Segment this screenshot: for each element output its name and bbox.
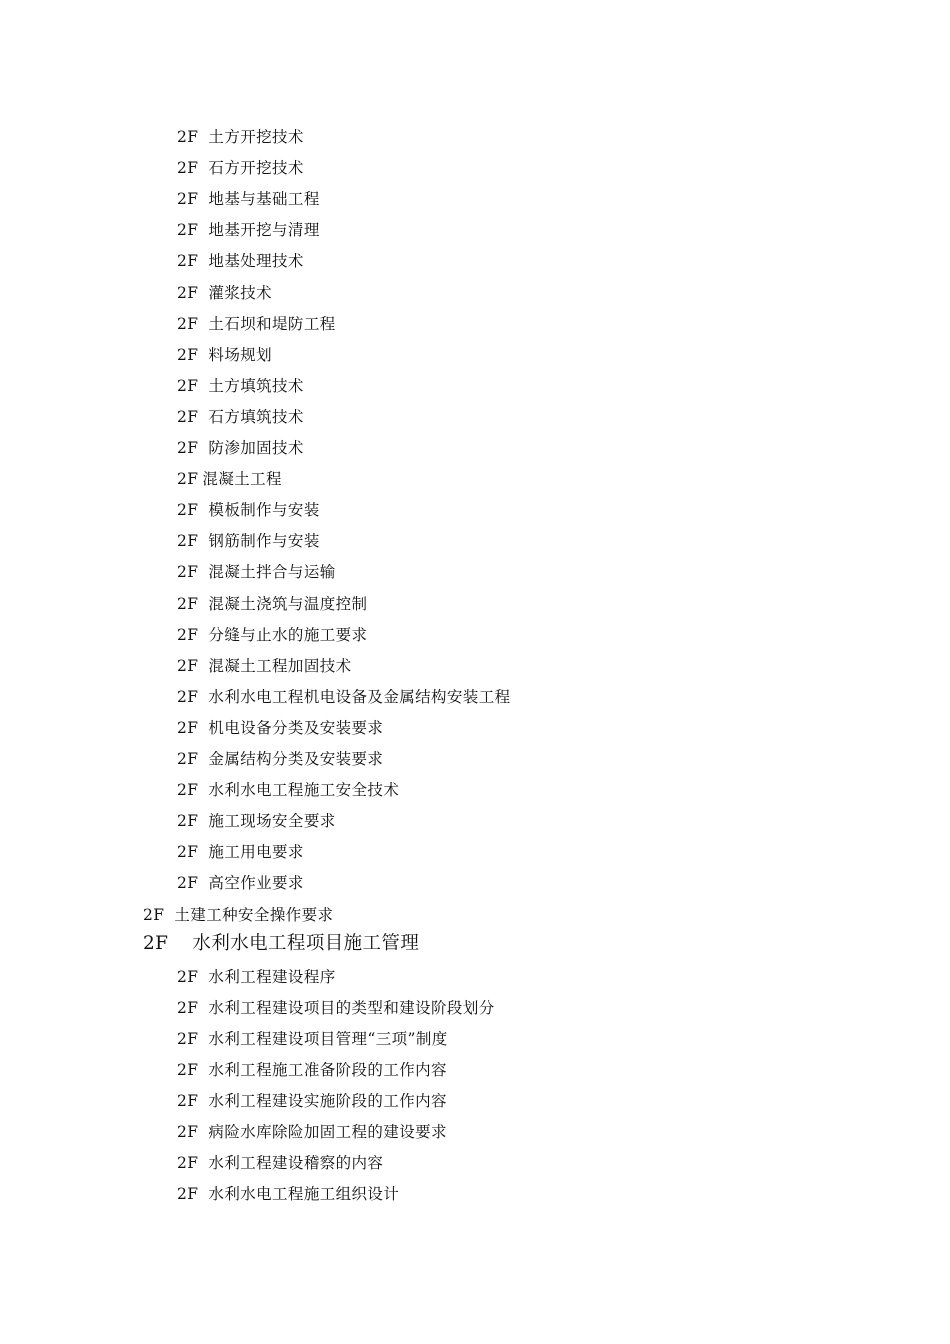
toc-entry-code: 2F xyxy=(177,750,199,768)
toc-entry xyxy=(177,189,320,209)
toc-entry xyxy=(177,127,304,147)
toc-entry xyxy=(177,656,352,676)
toc-entry xyxy=(177,718,383,738)
toc-entry-title: 水利工程建设程序 xyxy=(208,967,336,986)
toc-entry-code: 2F xyxy=(177,1092,199,1111)
toc-entry-code: 2F xyxy=(177,812,199,831)
toc-entry-code: 2F xyxy=(177,1185,199,1204)
toc-entry-title: 石方开挖技术 xyxy=(208,159,304,178)
toc-entry-title: 病险水库除险加固工程的建设要求 xyxy=(208,1123,447,1142)
toc-entry-code: 2F xyxy=(177,128,199,146)
toc-entry-title: 水利工程建设稽察的内容 xyxy=(208,1154,384,1173)
toc-entry-code: 2F xyxy=(177,1061,199,1079)
toc-entry-code: 2F xyxy=(177,407,199,426)
toc-entry-code: 2F xyxy=(177,1154,199,1173)
toc-entry-title: 料场规划 xyxy=(208,345,273,364)
toc-entry-code: 2F xyxy=(177,283,199,302)
toc-entry-title: 分缝与止水的施工要求 xyxy=(208,625,368,644)
toc-entry-title: 水利工程建设项目的类型和建设阶段划分 xyxy=(208,998,495,1017)
toc-entry-code: 2F xyxy=(177,501,199,520)
toc-entry-title: 钢筋制作与安装 xyxy=(208,532,320,551)
toc-entry-title: 土方开挖技术 xyxy=(208,128,304,146)
toc-entry-title: 水利水电工程施工组织设计 xyxy=(208,1185,400,1204)
toc-entry xyxy=(143,934,419,954)
toc-entry xyxy=(177,842,304,862)
toc-entry xyxy=(177,376,304,396)
toc-entry xyxy=(177,1060,447,1080)
toc-entry xyxy=(143,905,333,925)
toc-entry-code: 2F xyxy=(177,252,199,271)
toc-entry xyxy=(177,1122,447,1142)
toc-entry xyxy=(177,749,383,769)
toc-entry-title: 水利水电工程机电设备及金属结构安装工程 xyxy=(208,687,511,706)
toc-entry-code: 2F xyxy=(177,1123,199,1142)
toc-entry-code: 2F xyxy=(177,159,199,178)
toc-entry xyxy=(177,998,495,1018)
toc-entry-title: 模板制作与安装 xyxy=(208,501,320,520)
toc-entry-title: 混凝土浇筑与温度控制 xyxy=(208,594,368,613)
toc-entry xyxy=(177,500,320,520)
toc-entry-title: 混凝土工程加固技术 xyxy=(208,656,352,675)
toc-entry-title: 水利工程建设实施阶段的工作内容 xyxy=(208,1092,447,1111)
toc-entry-title: 机电设备分类及安装要求 xyxy=(208,718,384,737)
toc-entry-code: 2F xyxy=(177,532,199,551)
toc-entry xyxy=(177,687,511,707)
toc-entry-code: 2F xyxy=(177,345,199,364)
toc-entry xyxy=(177,407,304,427)
toc-entry-title: 土建工种安全操作要求 xyxy=(174,905,334,924)
toc-entry xyxy=(177,625,367,645)
toc-entry xyxy=(177,283,272,303)
toc-entry xyxy=(177,1091,447,1111)
toc-entry-title: 混凝土工程 xyxy=(202,470,282,489)
toc-entry-title: 金属结构分类及安装要求 xyxy=(208,750,384,768)
toc-entry-code: 2F xyxy=(177,998,199,1017)
toc-entry-title: 土方填筑技术 xyxy=(208,376,304,395)
toc-entry xyxy=(177,1153,383,1173)
toc-entry-title: 地基与基础工程 xyxy=(208,190,320,209)
toc-entry-code: 2F xyxy=(177,843,199,862)
toc-entry xyxy=(177,531,320,551)
toc-entry xyxy=(177,220,320,240)
toc-entry-code: 2F xyxy=(177,563,199,582)
toc-entry-code: 2F xyxy=(177,221,199,240)
toc-entry-title: 水利工程建设项目管理“三项”制度 xyxy=(208,1029,448,1048)
toc-entry-code: 2F xyxy=(177,190,199,209)
toc-entry-title: 灌浆技术 xyxy=(208,283,273,302)
toc-entry xyxy=(177,811,336,831)
toc-entry xyxy=(177,251,304,271)
toc-entry-code: 2F xyxy=(177,625,199,644)
toc-entry-code: 2F xyxy=(143,905,165,924)
toc-entry xyxy=(177,345,272,365)
toc-entry-title: 水利水电工程施工安全技术 xyxy=(208,781,400,800)
toc-entry-code: 2F xyxy=(177,314,199,333)
toc-entry-code: 2F xyxy=(177,874,199,893)
toc-entry-code: 2F xyxy=(177,656,199,675)
toc-entry-code: 2F xyxy=(177,967,199,986)
toc-entry-title: 水利水电工程项目施工管理 xyxy=(192,932,420,954)
toc-entry xyxy=(177,314,336,334)
toc-entry-code: 2F xyxy=(177,470,199,489)
toc-entry-title: 水利工程施工准备阶段的工作内容 xyxy=(208,1061,447,1079)
toc-entry xyxy=(177,1184,399,1204)
toc-entry-code: 2F xyxy=(177,687,199,706)
toc-entry-code: 2F xyxy=(177,439,199,457)
toc-entry-title: 地基处理技术 xyxy=(208,252,304,271)
toc-entry-title: 施工现场安全要求 xyxy=(208,812,336,831)
toc-entry-code: 2F xyxy=(177,718,199,737)
toc-entry xyxy=(177,438,304,458)
toc-entry xyxy=(177,158,304,178)
toc-entry-title: 混凝土拌合与运输 xyxy=(208,563,336,582)
toc-entry xyxy=(177,469,282,489)
toc-entry xyxy=(177,967,336,987)
toc-entry-title: 地基开挖与清理 xyxy=(208,221,320,240)
toc-entry xyxy=(177,1029,448,1049)
toc-entry-title: 施工用电要求 xyxy=(208,843,304,862)
toc-entry-code: 2F xyxy=(177,1029,199,1048)
toc-entry-code: 2F xyxy=(177,376,199,395)
toc-entry-title: 石方填筑技术 xyxy=(208,407,304,426)
toc-entry xyxy=(177,780,399,800)
toc-entry-code: 2F xyxy=(177,594,199,613)
toc-entry-title: 土石坝和堤防工程 xyxy=(208,314,336,333)
toc-entry xyxy=(177,873,304,893)
toc-entry-code: 2F xyxy=(143,932,169,954)
toc-entry xyxy=(177,562,336,582)
toc-entry-code: 2F xyxy=(177,781,199,800)
toc-entry-title: 高空作业要求 xyxy=(208,874,304,893)
toc-entry-title: 防渗加固技术 xyxy=(208,439,304,457)
toc-entry xyxy=(177,594,367,614)
